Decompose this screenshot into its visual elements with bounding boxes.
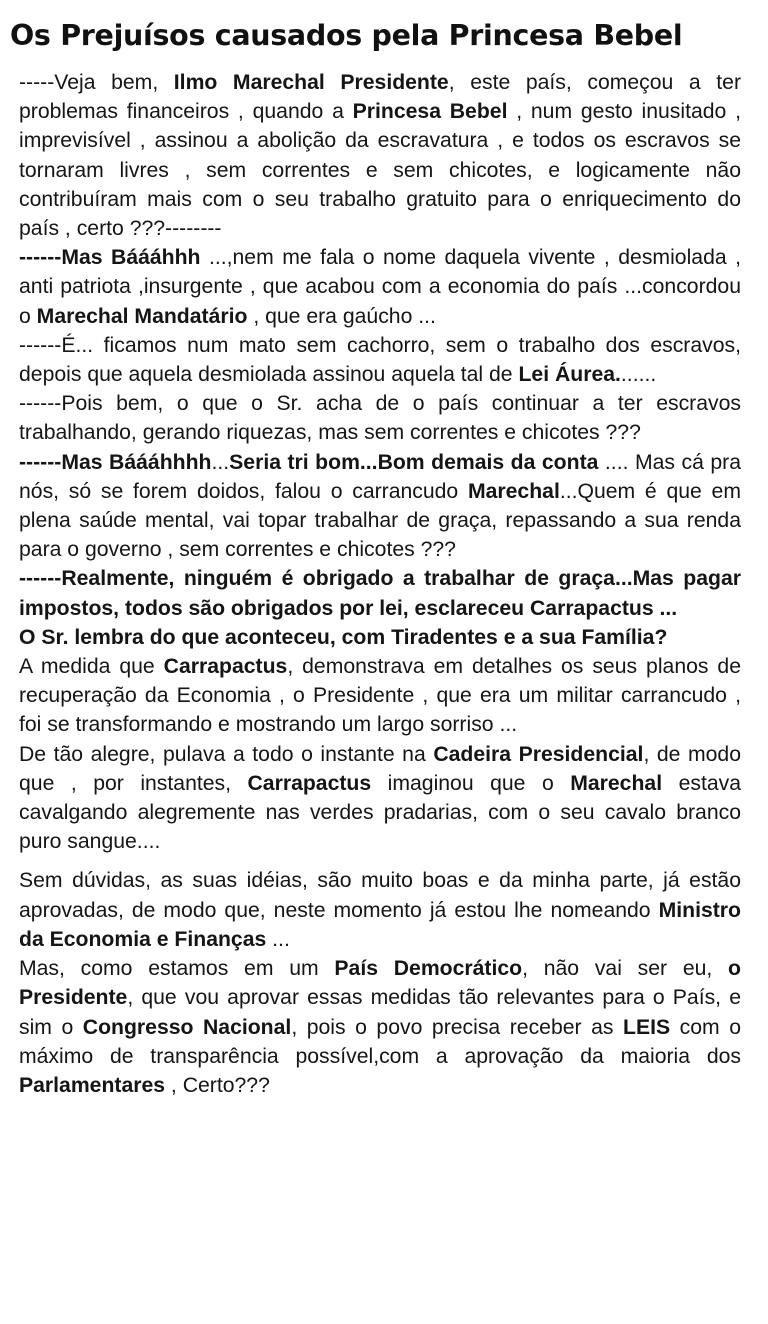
bold-text-run: Marechal	[570, 771, 663, 795]
bold-text-run: Seria tri bom...Bom demais da conta	[229, 450, 599, 474]
bold-text-run: ------Mas Báááhhh	[19, 246, 201, 270]
bold-text-run: Cadeira Presidencial	[433, 742, 644, 766]
paragraph	[19, 68, 741, 243]
article-title: Os Prejuísos causados pela Princesa Bebel	[10, 19, 683, 52]
text-run: , de modo que , por instantes,	[19, 742, 741, 795]
text-run: .... Mas cá pra nós, só se forem doidos, falou o carrancudo	[19, 450, 742, 503]
paragraph	[19, 623, 741, 652]
text-run: Mas, como estamos em um	[19, 957, 335, 981]
paragraph	[19, 652, 741, 740]
text-run: ...	[211, 450, 230, 474]
bold-text-run: O Sr. lembra do que aconteceu, com Tiradentes e a sua Família?	[19, 625, 668, 649]
bold-text-run: País Democrático	[334, 957, 523, 981]
text-run: , Certo???	[165, 1073, 270, 1097]
bold-text-run: Carrapactus	[163, 655, 288, 679]
bold-text-run: Princesa Bebel	[352, 100, 508, 124]
text-run: ------É... ficamos num mato sem cachorro, sem o trabalho dos escravos, depois que aquela desmiolada assinou aquela tal de	[19, 333, 741, 387]
text-run: A medida que	[19, 655, 164, 679]
text-run: , que vou aprovar essas medidas tão relevantes para o País, e sim o	[19, 986, 741, 1039]
text-run: Sem dúvidas, as suas idéias, são muito boas e da minha parte, já estão aprovadas, de modo que, neste momento já estou lhe nomeando	[19, 869, 741, 922]
text-run: ......	[620, 363, 657, 387]
bold-text-run: LEIS	[623, 1015, 671, 1039]
article-body	[19, 68, 741, 1100]
bold-text-run: Carrapactus	[247, 771, 372, 795]
text-run: ...,nem me fala o nome daquela vivente , desmiolada , anti patriota ,insurgente , que acabou com a economia do país ...concordou o	[19, 246, 741, 328]
paragraph	[19, 564, 741, 622]
bold-text-run: ------Mas Báááhhhh	[19, 450, 212, 474]
bold-text-run: Ilmo Marechal Presidente	[173, 71, 449, 94]
text-run: , num gesto inusitado , imprevisível , assinou a abolição da escravatura , e todos os escravos se tornaram livres , sem correntes e sem chicotes, e logicamente não contribuíram mais com o seu trabalho gratuito para o enriquecimento do país , certo ???--------	[19, 100, 741, 241]
text-run: , pois o povo precisa receber as	[291, 1015, 624, 1039]
text-run: , demonstrava em detalhes os seus planos de recuperação da Economia , o Presidente , que era um militar carrancudo , foi se transformando e mostrando um largo sorriso ...	[19, 655, 741, 737]
bold-text-run: Lei Áurea.	[518, 363, 621, 387]
paragraph	[19, 448, 741, 565]
bold-text-run: Parlamentares	[19, 1073, 166, 1097]
text-run: , este país, começou a ter problemas financeiros , quando a	[19, 71, 741, 124]
paragraph	[19, 331, 741, 389]
bold-text-run: Ministro da Economia e Finanças	[19, 898, 741, 951]
paragraph	[19, 389, 741, 447]
text-run: , que era gaúcho ...	[247, 304, 436, 328]
bold-text-run: Marechal Mandatário	[36, 304, 248, 328]
text-run: com o máximo de transparência possível,com a aprovação da maioria dos	[19, 1015, 741, 1068]
bold-text-run: Marechal	[467, 479, 560, 503]
text-run: estava cavalgando alegremente nas verdes pradarias, com o seu cavalo branco puro sangue....	[19, 771, 741, 854]
text-run: ------Pois bem, o que o Sr. acha de o país continuar a ter escravos trabalhando, gerando riquezas, mas sem correntes e chicotes ???	[19, 392, 741, 445]
bold-text-run: ------Realmente, ninguém é obrigado a trabalhar de graça...Mas pagar impostos, todos são obrigados por lei, esclareceu Carrapactus ...	[19, 567, 741, 620]
text-run: ...Quem é que em plena saúde mental, vai topar trabalhar de graça, repassando a sua renda para o governo , sem correntes e chicotes ???	[19, 479, 741, 562]
paragraph	[19, 954, 741, 1100]
text-run: imaginou que o	[371, 771, 571, 795]
text-run: , não vai ser eu,	[522, 957, 729, 981]
bold-text-run: Congresso Nacional	[82, 1015, 292, 1039]
bold-text-run: o Presidente	[19, 957, 741, 1010]
text-run: -----Veja bem,	[19, 71, 174, 94]
paragraph	[19, 740, 741, 857]
text-run: De tão alegre, pulava a todo o instante na	[19, 742, 434, 766]
text-run: ...	[266, 927, 290, 951]
paragraph	[19, 866, 741, 954]
paragraph	[19, 243, 741, 331]
